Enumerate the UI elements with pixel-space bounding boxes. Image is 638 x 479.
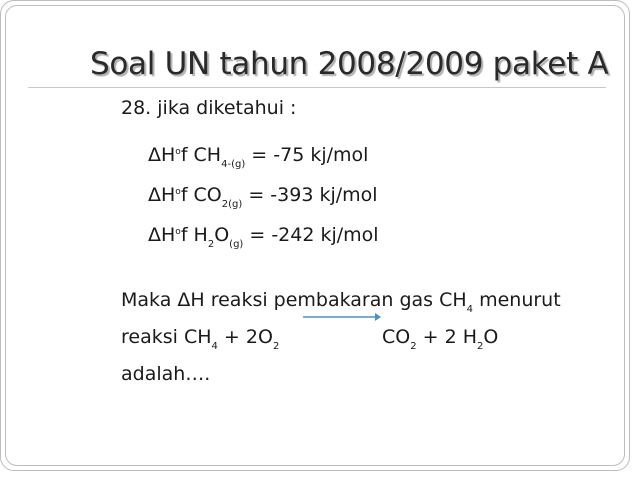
degree-symbol: o bbox=[175, 147, 181, 157]
reaction-product: + 2 H bbox=[416, 326, 478, 348]
value: = -75 kj/mol bbox=[245, 144, 369, 166]
value: = -393 kj/mol bbox=[242, 184, 378, 206]
reaction-product: O bbox=[483, 326, 499, 348]
subscript: 2 bbox=[272, 341, 280, 352]
slide-title: Soal UN tahun 2008/2009 paket A bbox=[90, 46, 609, 82]
formula: f H bbox=[180, 224, 208, 246]
reaction-product: CO bbox=[382, 326, 411, 348]
given-ch4 bbox=[148, 140, 368, 177]
given-co2 bbox=[148, 180, 378, 217]
subscript: 2 bbox=[410, 341, 417, 352]
formula: f CH bbox=[180, 144, 222, 166]
subscript-state: (g) bbox=[229, 239, 244, 250]
delta-h: ΔH bbox=[148, 224, 176, 246]
question-intro: 28. jika diketahui : bbox=[121, 97, 297, 119]
reaction-reactant: reaksi CH bbox=[121, 326, 212, 348]
delta-h: ΔH bbox=[148, 144, 176, 166]
subscript: 2 bbox=[207, 239, 215, 250]
question-text: Maka ΔH reaksi pembakaran gas CH bbox=[121, 289, 467, 311]
formula-o: O bbox=[214, 224, 230, 246]
subscript-state: -(g) bbox=[227, 159, 246, 170]
subscript: 4 bbox=[211, 341, 218, 352]
subscript: 2 bbox=[477, 341, 484, 352]
delta-h: ΔH bbox=[148, 184, 176, 206]
question-line-2 bbox=[121, 325, 279, 359]
title-divider bbox=[28, 87, 606, 88]
given-h2o bbox=[148, 220, 379, 257]
degree-symbol: o bbox=[175, 227, 181, 237]
degree-symbol: o bbox=[175, 187, 181, 197]
subscript-state: 2(g) bbox=[221, 199, 243, 210]
value: = -242 kj/mol bbox=[243, 224, 379, 246]
question-line-3: adalah…. bbox=[121, 363, 211, 385]
subscript: 4 bbox=[466, 304, 474, 315]
reaction-reactant: + 2O bbox=[217, 326, 273, 348]
question-text: menurut bbox=[473, 289, 561, 311]
reaction-arrow-icon bbox=[301, 312, 381, 322]
formula: f CO bbox=[180, 184, 222, 206]
subscript: 4 bbox=[221, 159, 228, 170]
question-line-2-products bbox=[382, 325, 498, 359]
